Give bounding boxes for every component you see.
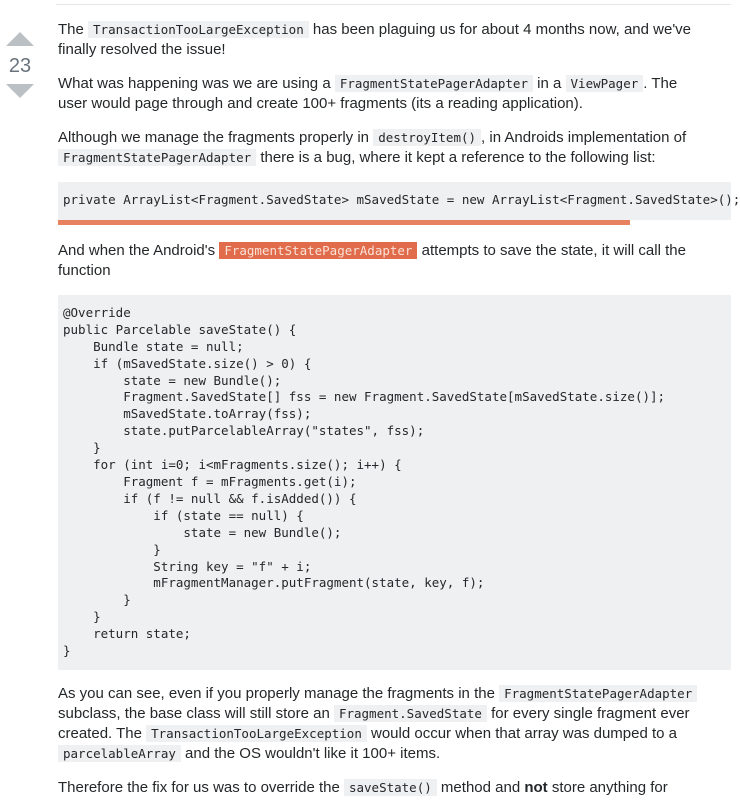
text: and the OS wouldn't like it 100+ items. — [180, 744, 441, 762]
inline-code: parcelableArray — [58, 745, 181, 762]
text: subclass, the base class will still store an — [58, 704, 334, 722]
paragraph-cause — [58, 74, 731, 114]
vote-count: 23 — [8, 55, 32, 77]
text: in a — [532, 75, 566, 92]
text: Although we manage the fragments properly in — [58, 129, 374, 146]
code-block-horizontal-scrollbar[interactable] — [58, 220, 630, 225]
inline-code: FragmentStatePagerAdapter — [499, 685, 697, 702]
text: , in Androids implementation of — [481, 129, 687, 146]
paragraph-bug — [58, 128, 731, 168]
paragraph-save-state — [58, 241, 731, 281]
downvote-arrow-icon[interactable] — [6, 84, 34, 98]
text: Therefore the fix for us was to override the — [58, 778, 344, 796]
top-divider — [56, 4, 731, 5]
vote-cell — [0, 24, 40, 98]
upvote-arrow-icon[interactable] — [6, 32, 34, 46]
text: As you can see, even if you properly manage the fragments in the — [58, 684, 500, 702]
text: attempts to save the state, it will call the function — [58, 241, 686, 279]
text: method and — [436, 778, 525, 796]
text: would occur when that array was dumped to a — [366, 724, 678, 742]
inline-code-highlighted: FragmentStatePagerAdapter — [219, 242, 417, 259]
text: And when the Android's — [58, 241, 220, 259]
inline-code: FragmentStatePagerAdapter — [58, 149, 256, 166]
inline-code: saveState() — [344, 779, 437, 796]
text: The — [58, 21, 89, 38]
bold-text: not — [524, 778, 548, 796]
paragraph-explanation — [58, 684, 731, 764]
text: . The user would page through and create 100+ fragments (its a reading application). — [58, 75, 678, 112]
inline-code: TransactionTooLargeException — [146, 725, 367, 742]
inline-code: Fragment.SavedState — [334, 705, 487, 722]
paragraph-intro — [58, 20, 731, 60]
inline-code: ViewPager — [566, 75, 644, 92]
answer-body — [58, 20, 740, 812]
text: there is a bug, where it kept a reference to the following list: — [256, 149, 656, 166]
inline-code: TransactionTooLargeException — [88, 21, 309, 38]
text: What was happening was we are using a — [58, 75, 335, 92]
code-block-savedstate-list[interactable]: private ArrayList<Fragment.SavedState> mSavedState = new ArrayList<Fragment.SavedState>(); — [58, 182, 731, 220]
code-block-savestate[interactable]: @Override public Parcelable saveState() { Bundle state = null; if (mSavedState.size() > 0) { state = new Bundle(); Fragment.SavedState[] fss = new Fragment.SavedState[mSavedState.size()]; mSavedState.toArray(fss); state.putParcelableArray("states", fss); } for (int i=0; i<mFragments.size(); i++) { Fragment f = mFragments.get(i); if (f != null && f.isAdded()) { if (state == null) { state = new Bundle(); } String key = "f" + i; mFragmentManager.putFragment(state, key, f); } } return state; } — [58, 295, 731, 670]
text: has been plaguing us for about 4 months now, and we've finally resolved the issue! — [58, 21, 692, 58]
text: for every single fragment ever created. The — [58, 704, 690, 742]
paragraph-fix — [58, 778, 731, 798]
inline-code: destroyItem() — [373, 129, 481, 146]
inline-code: FragmentStatePagerAdapter — [335, 75, 533, 92]
text: store anything for — [547, 778, 668, 796]
